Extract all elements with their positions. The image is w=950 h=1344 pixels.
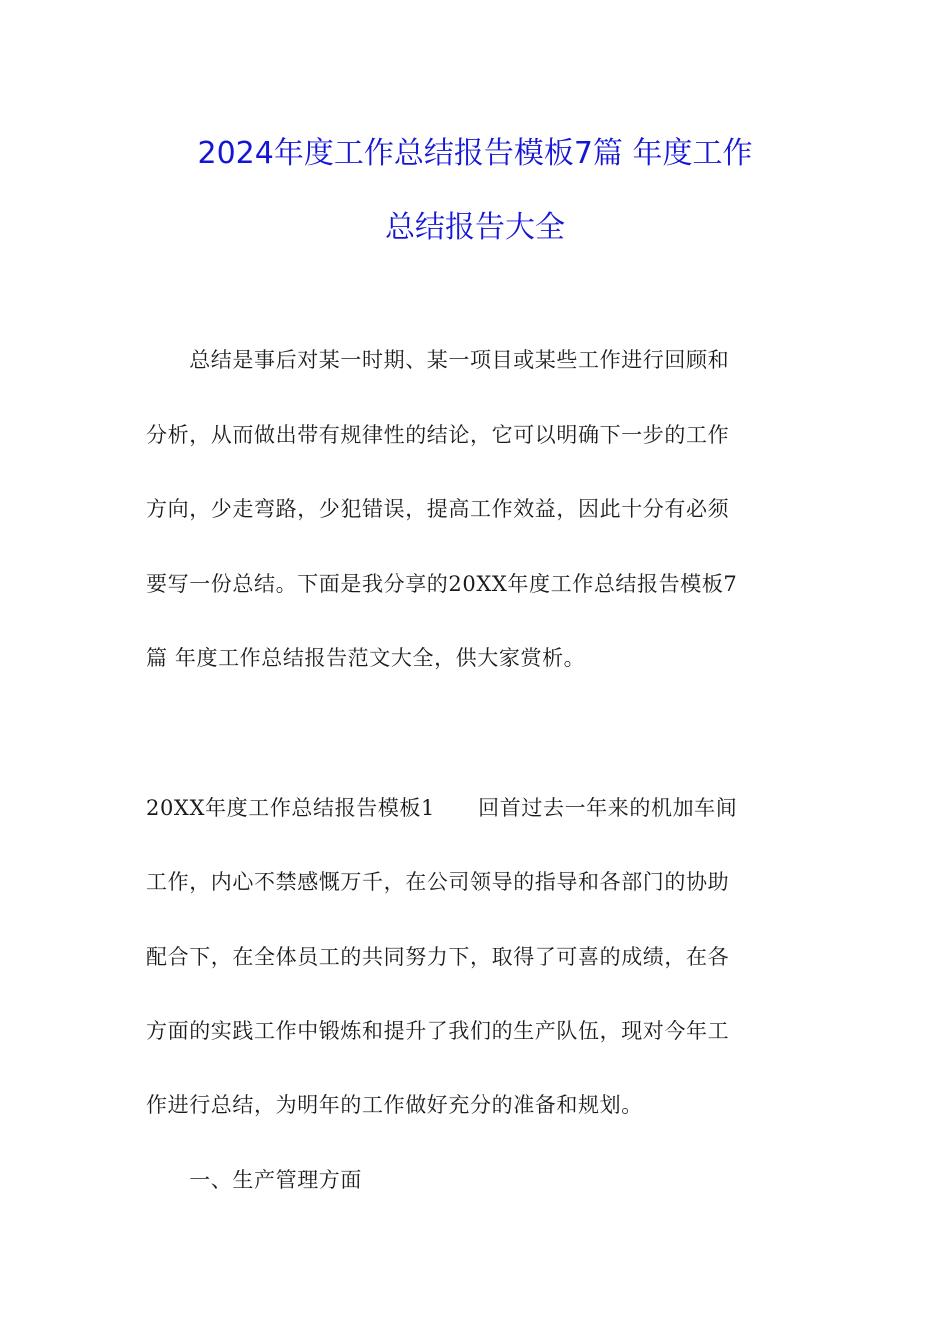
intro-line-2: 分析，从而做出带有规律性的结论，它可以明确下一步的工作 [146,423,730,447]
intro-line-1: 总结是事后对某一时期、某一项目或某些工作进行回顾和 [146,348,730,372]
intro-line-4: 要写一份总结。下面是我分享的20XX年度工作总结报告模板7 [146,572,738,596]
section1-line-4: 方面的实践工作中锻炼和提升了我们的生产队伍，现对今年工 [146,1019,730,1043]
intro-line-5: 篇 年度工作总结报告范文大全，供大家赏析。 [146,646,586,670]
document-title [100,117,850,265]
title-line-1: 2024年度工作总结报告模板7篇 年度工作 [197,136,753,171]
section1-line-2: 工作，内心不禁感慨万千，在公司领导的指导和各部门的协助 [146,870,730,894]
title-line-2: 总结报告大全 [385,210,565,245]
section-heading-production: 一、生产管理方面 [146,1168,362,1192]
section1-line-5: 作进行总结，为明年的工作做好充分的准备和规划。 [146,1093,643,1117]
section1-line-1: 20XX年度工作总结报告模板1 回首过去一年来的机加车间 [146,796,738,820]
section1-line-3: 配合下，在全体员工的共同努力下，取得了可喜的成绩，在各 [146,945,730,969]
intro-line-3: 方向，少走弯路，少犯错误，提高工作效益，因此十分有必须 [146,497,730,521]
